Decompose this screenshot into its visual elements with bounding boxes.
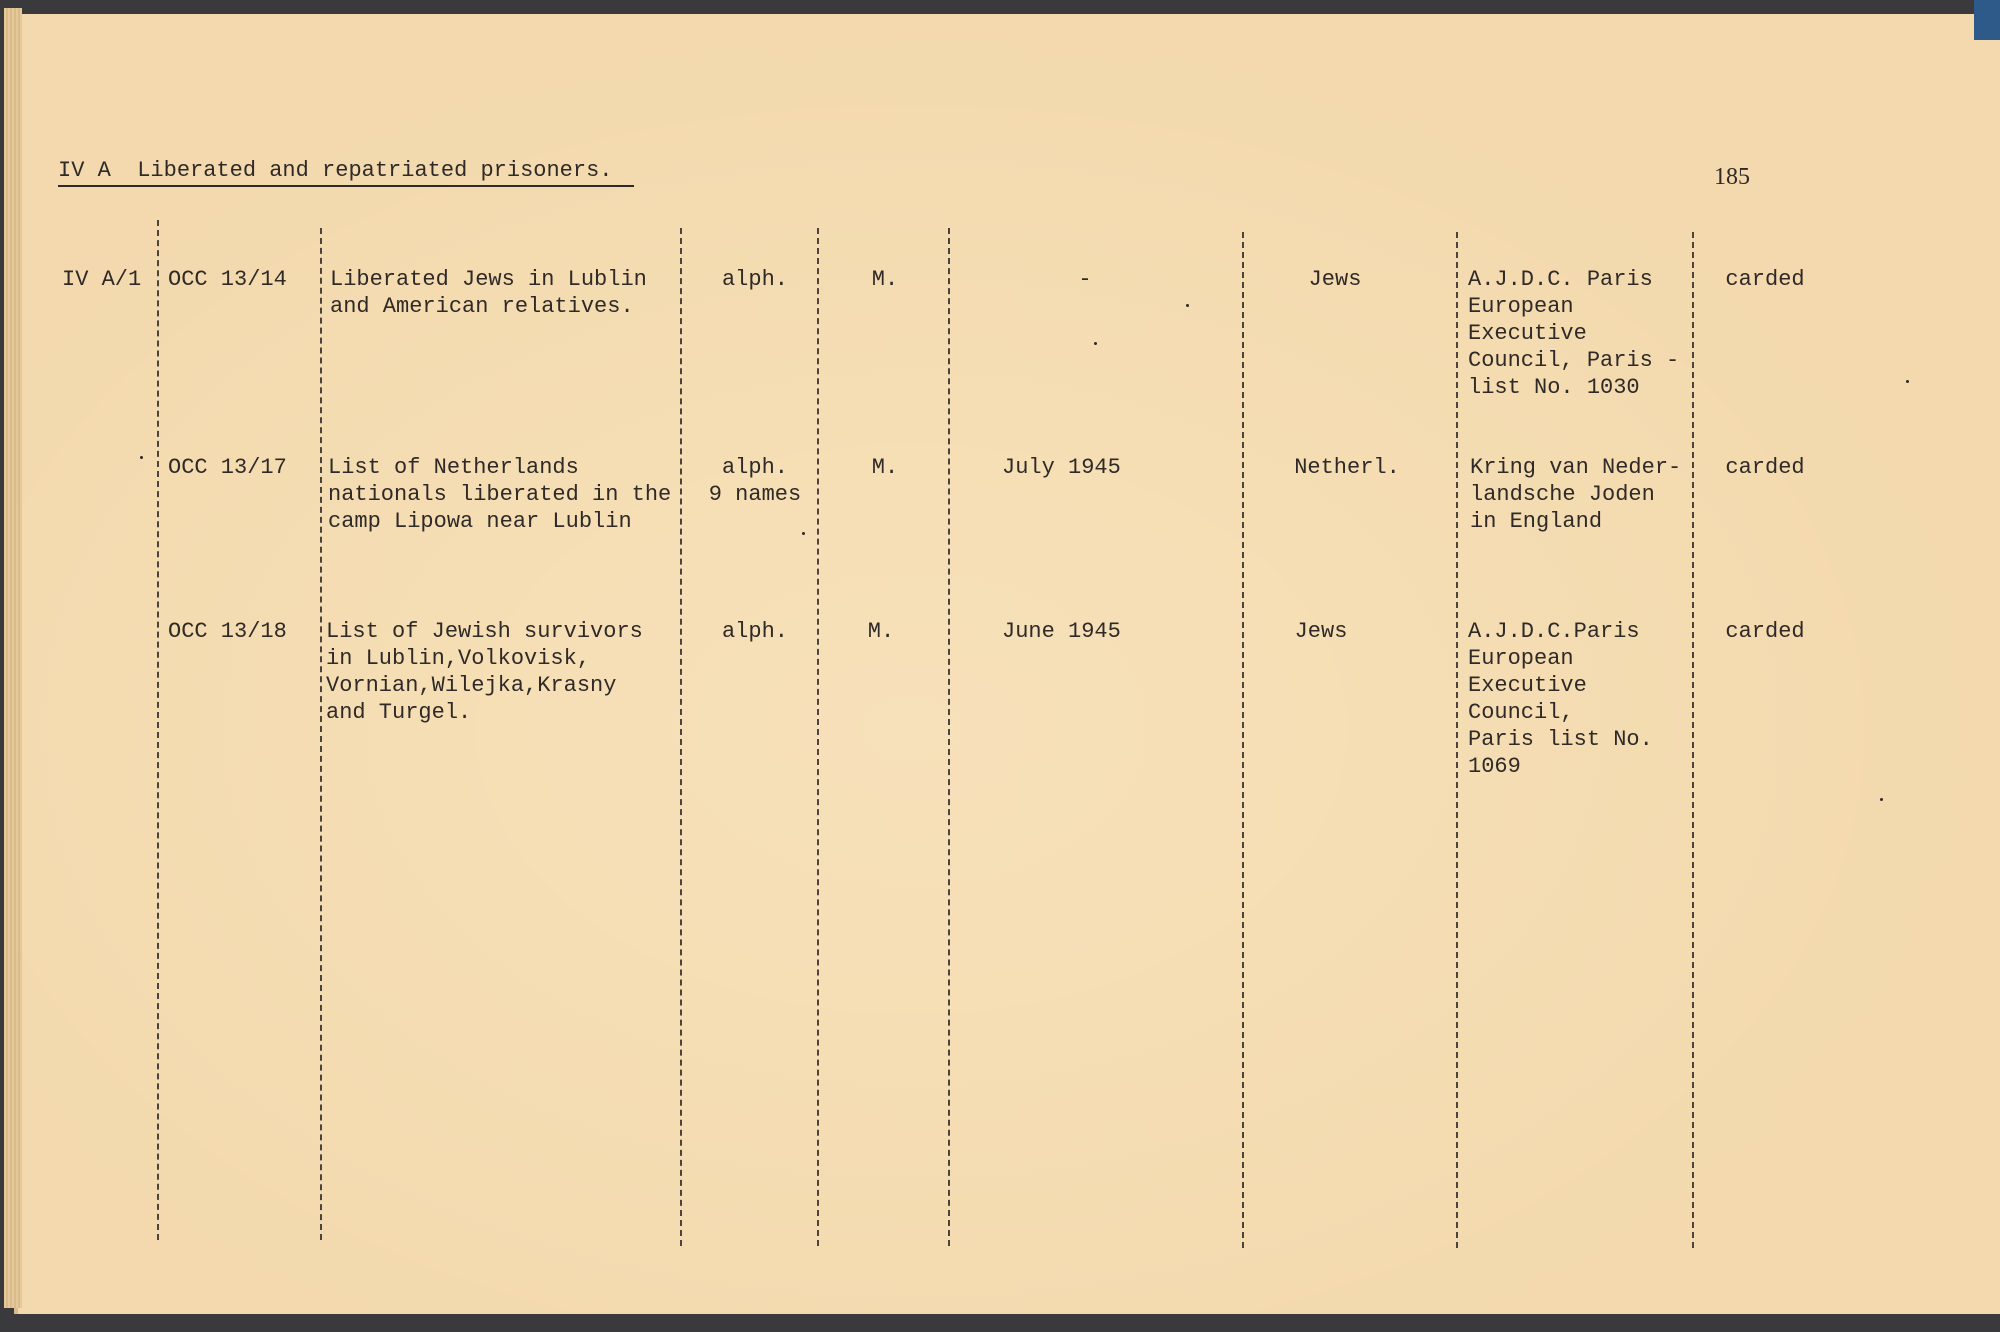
ink-speck (1094, 342, 1097, 345)
row-1-group: Jews (1308, 267, 1362, 292)
row-2-arrangement: alph. 9 names (708, 455, 802, 507)
folder-corner (1974, 0, 2000, 40)
column-rule (320, 228, 322, 1240)
row-1-date: - (1078, 267, 1092, 292)
row-3-source: A.J.D.C.Paris European Executive Council, Paris list No. 1069 (1468, 619, 1653, 779)
row-3-group: Jews (1294, 619, 1348, 644)
ink-speck (802, 532, 805, 535)
row-3-arrangement: alph. (721, 619, 788, 644)
row-2-title: List of Netherlands nationals liberated in the camp Lipowa near Lublin (328, 455, 672, 534)
column-rule (1242, 232, 1244, 1248)
page-stack-edge (4, 8, 22, 1308)
row-3-title: List of Jewish survivors in Lublin,Volkovisk, Vornian,Wilejka,Krasny and Turgel. (326, 619, 643, 725)
row-2-group: Netherl. (1294, 455, 1400, 480)
ink-speck (1906, 380, 1909, 383)
row-1-ref: OCC 13/14 (168, 267, 287, 292)
row-1-status: carded (1725, 267, 1805, 292)
heading-underline (58, 185, 634, 187)
row-1-title: Liberated Jews in Lublin and American relatives. (330, 267, 647, 319)
column-rule (948, 228, 950, 1246)
section-id: IV A/1 (62, 267, 142, 292)
row-3-language: M. (867, 619, 895, 644)
column-rule (1692, 232, 1694, 1248)
ink-speck (1880, 798, 1883, 801)
row-1-language: M. (871, 267, 899, 292)
row-1-source: A.J.D.C. Paris European Executive Council, Paris - list No. 1030 (1468, 267, 1680, 400)
row-3-status: carded (1725, 619, 1805, 644)
column-rule (817, 228, 819, 1246)
column-rule (157, 220, 159, 1240)
ink-speck (1186, 304, 1189, 307)
column-rule (1456, 232, 1458, 1248)
row-2-ref: OCC 13/17 (168, 455, 287, 480)
row-2-date: July 1945 (1002, 455, 1121, 480)
document-page (14, 14, 2000, 1314)
ink-speck (140, 456, 143, 459)
row-2-language: M. (871, 455, 899, 480)
row-2-source: Kring van Neder- landsche Joden in England (1470, 455, 1682, 534)
row-3-ref: OCC 13/18 (168, 619, 287, 644)
column-rule (680, 228, 682, 1246)
row-1-arrangement: alph. (721, 267, 788, 292)
row-2-status: carded (1725, 455, 1805, 480)
section-heading: IV A Liberated and repatriated prisoners. (58, 158, 613, 183)
row-3-date: June 1945 (1002, 619, 1121, 644)
page-number: 185 (1714, 164, 1750, 190)
